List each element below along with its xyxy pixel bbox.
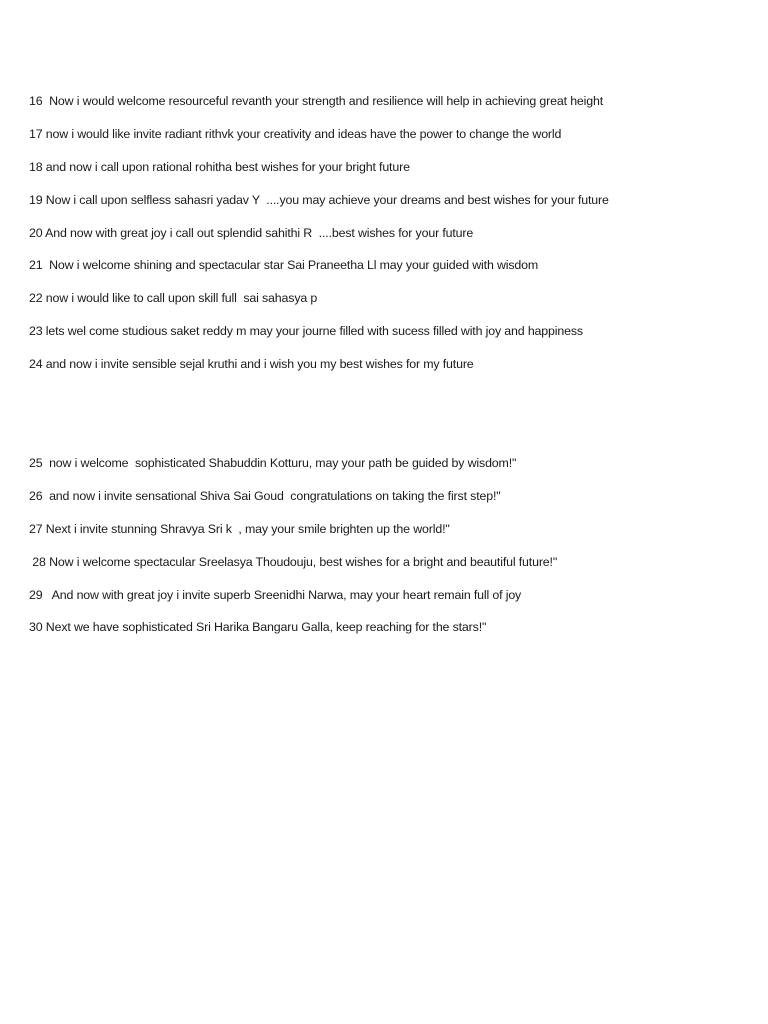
paragraph-line: 25 now i welcome sophisticated Shabuddin Kotturu, may your path be guided by wisdom!" [29,456,517,470]
paragraph-group-2 [29,455,749,652]
paragraph-line: 16 Now i would welcome resourceful revanth your strength and resilience will help in achieving great height [29,94,604,108]
paragraph-line: 21 Now i welcome shining and spectacular star Sai Praneetha Ll may your guided with wisdom [29,258,539,273]
paragraph-line: 29 And now with great joy i invite superb Sreenidhi Narwa, may your heart remain full of joy [29,587,522,602]
paragraph-line: 18 and now i call upon rational rohitha best wishes for your bright future [29,159,410,174]
paragraph-line: 19 Now i call upon selfless sahasri yadav Y ....you may achieve your dreams and best wishes for your future [29,192,609,207]
paragraph-line: 28 Now i welcome spectacular Sreelasya Thoudouju, best wishes for a bright and beautiful future!" [29,554,558,569]
paragraph-line: 30 Next we have sophisticated Sri Harika Bangaru Galla, keep reaching for the stars!" [29,620,487,635]
paragraph-line: 27 Next i invite stunning Shravya Sri k , may your smile brighten up the world!" [29,521,450,536]
paragraph-line: 20 And now with great joy i call out splendid sahithi R ....best wishes for your future [29,225,474,240]
paragraph-group-1 [29,93,749,389]
paragraph-line: 23 lets wel come studious saket reddy m may your journe filled with sucess filled with joy and happiness [29,324,583,339]
paragraph-line: 26 and now i invite sensational Shiva Sai Goud congratulations on taking the first step!" [29,488,501,503]
paragraph-line: 22 now i would like to call upon skill full sai sahasya p [29,291,318,306]
paragraph-line: 17 now i would like invite radiant rithvk your creativity and ideas have the power to change the world [29,126,562,141]
paragraph-line: 24 and now i invite sensible sejal kruthi and i wish you my best wishes for my future [29,357,474,372]
